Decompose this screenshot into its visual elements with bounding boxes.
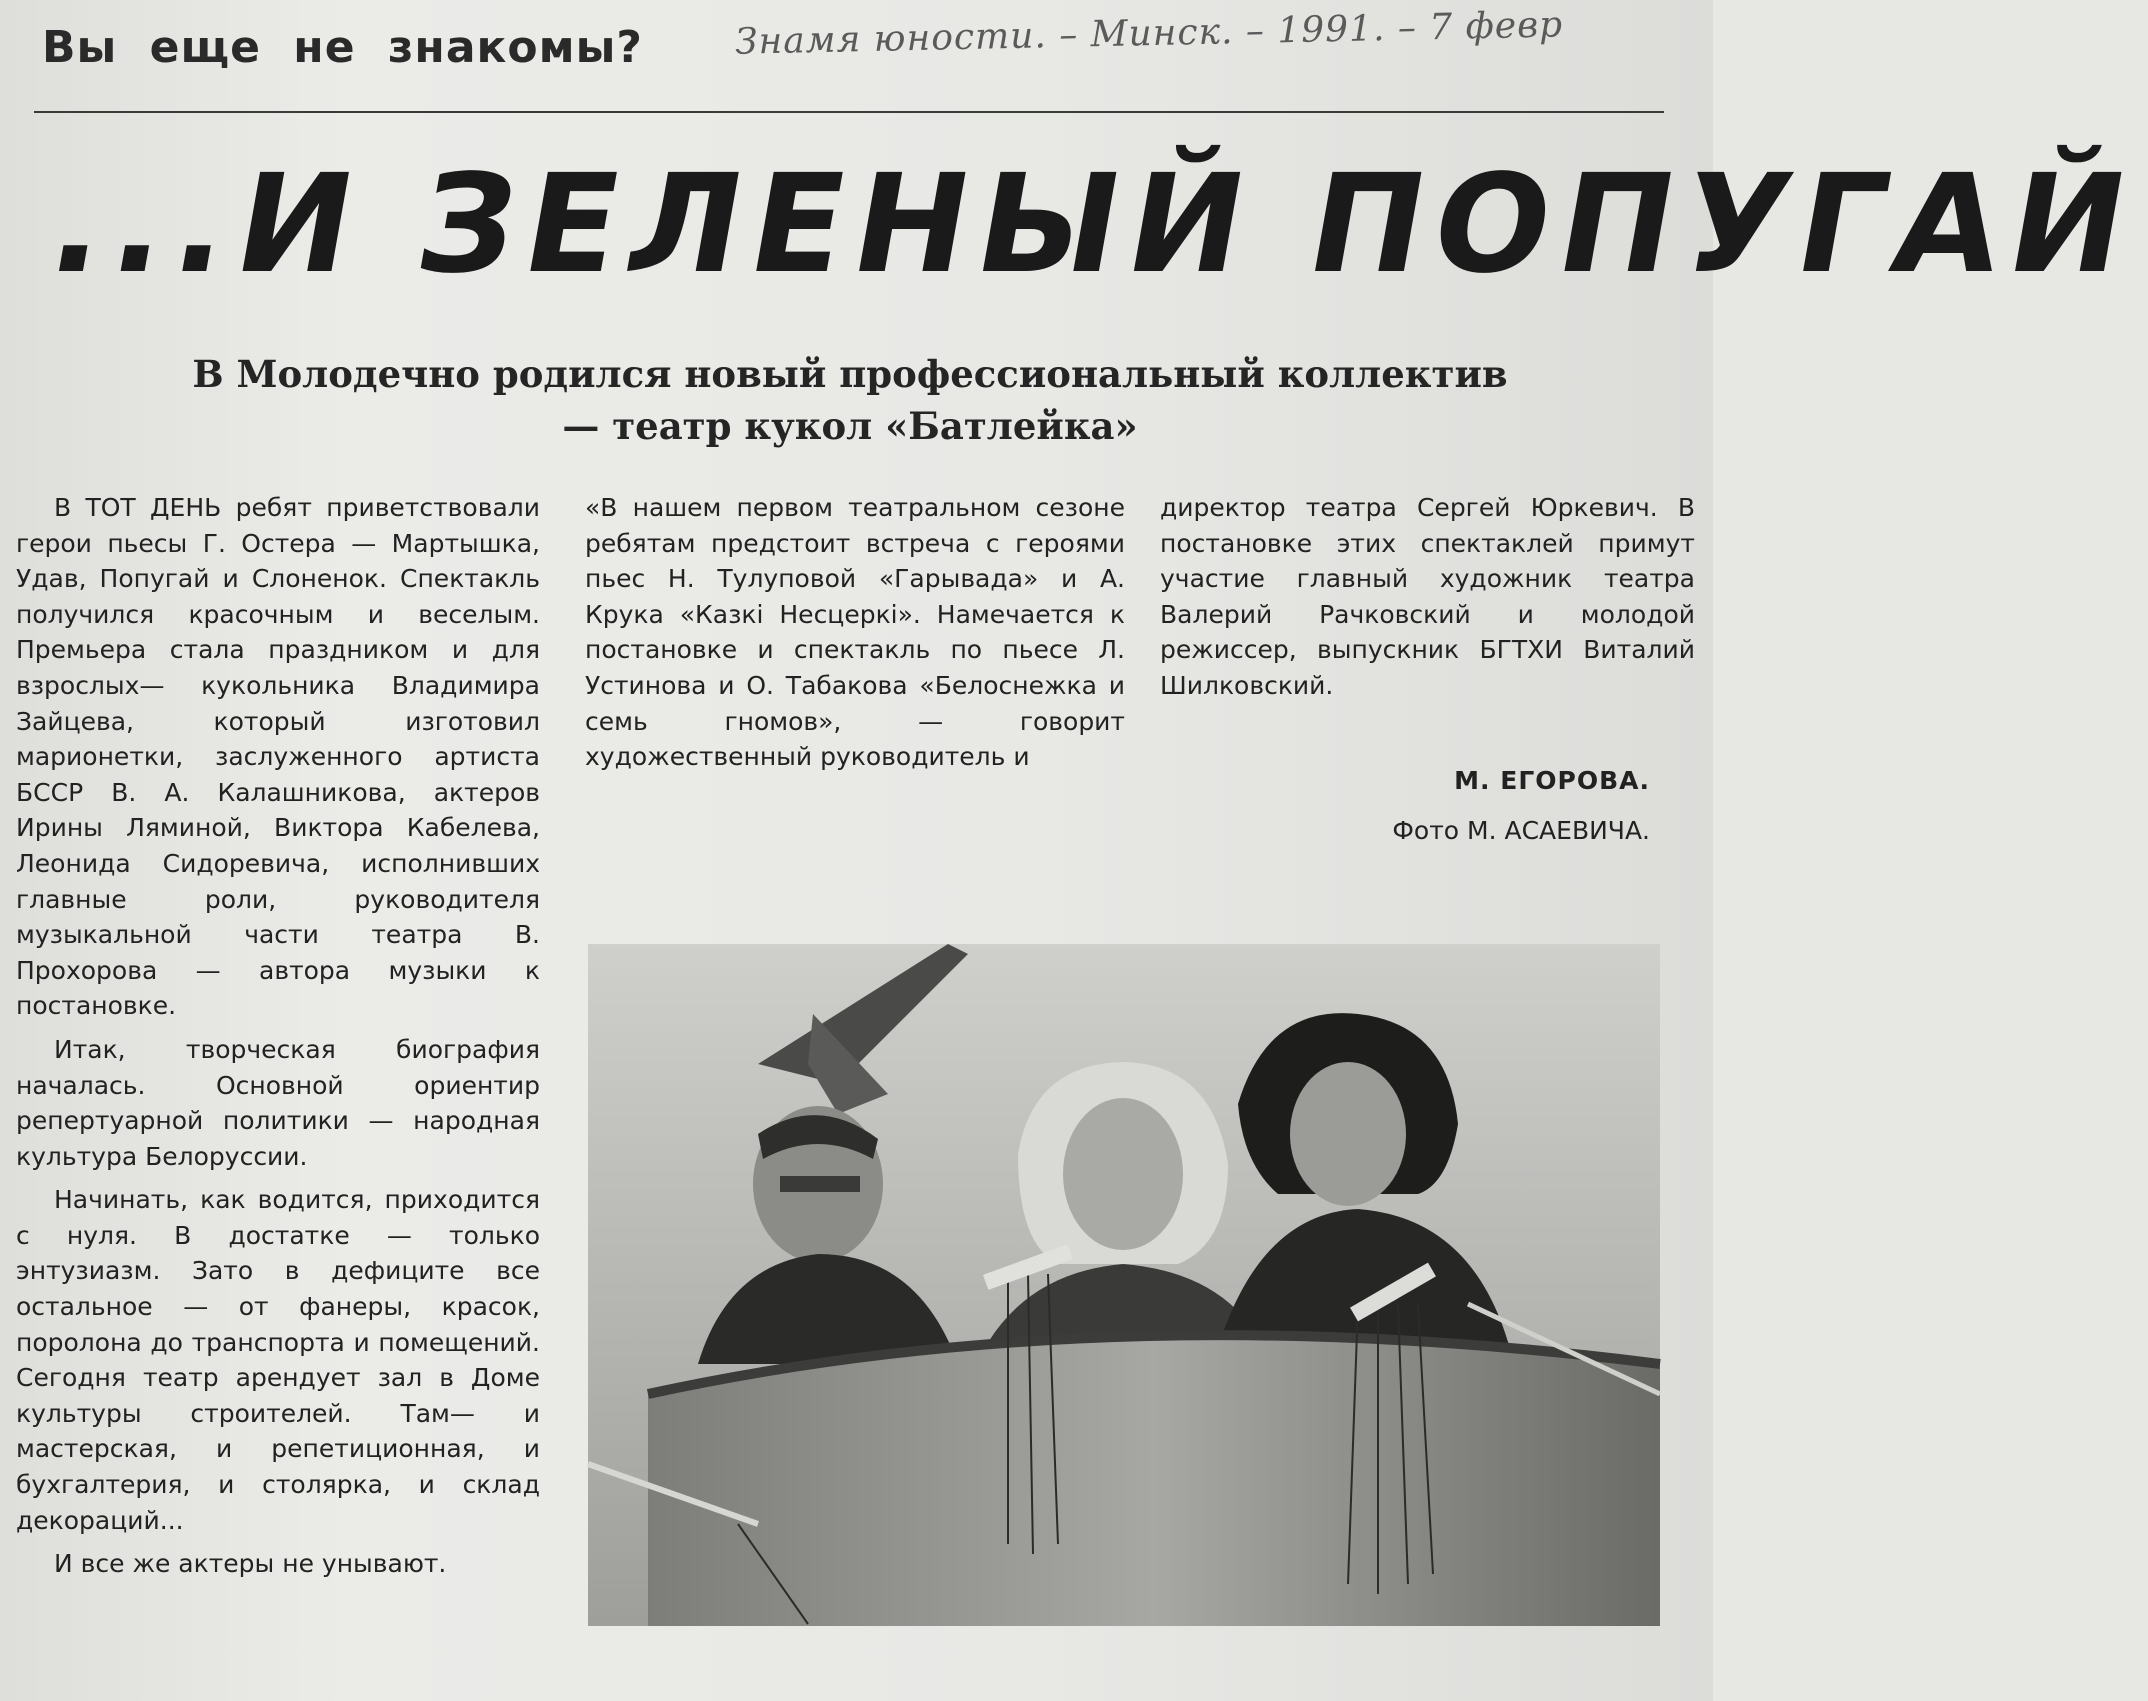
paragraph: И все же актеры не унывают. xyxy=(54,1549,447,1579)
paragraph: В ТОТ ДЕНЬ ребят приветствовали герои пьесы Г. Остера — Мартышка, Удав, Попугай и Слоненок. Спектакль получился красочным и веселым. Премьера стала праздником и для взрослых— кукольника Владимира Зайцева, который изготовил марионетки, заслуженного артиста БССР В. А. Калашникова, актеров Ирины Ляминой, Виктора Кабелева, Леонида Сидоревича, исполнивших главные роли, руководителя музыкальной части театра В. Прохорова — автора музыки к постановке. xyxy=(16,493,540,1021)
header-divider xyxy=(34,111,1664,113)
author-name: М. ЕГОРОВА. xyxy=(1454,766,1650,795)
byline xyxy=(1160,756,1650,856)
paragraph: «В нашем первом театральном сезоне ребятам предстоит встреча с героями пьес Н. Тулуповой «Гарывада» и А. Крука «Казкі Несцеркі». Намечается к постановке и спектакль по пьесе Л. Устинова и О. Табакова «Белоснежка и семь гномов», — говорит художественный руководитель и xyxy=(585,493,1125,772)
rubric-title: Вы еще не знакомы? xyxy=(42,22,643,73)
subheadline xyxy=(60,348,1640,452)
article-column-1 xyxy=(16,490,540,1582)
puppeteers-photo-illustration xyxy=(588,944,1660,1626)
article-column-3 xyxy=(1160,490,1695,704)
paragraph: Итак, творческая биография началась. Основной ориентир репертуарной политики — народная культура Белоруссии. xyxy=(16,1034,540,1171)
paragraph: Начинать, как водится, приходится с нуля. В достатке — только энтузиазм. Зато в дефиците все остальное — от фанеры, красок, поролона до транспорта и помещений. Сегодня театр арендует зал в Доме культуры строителей. Там— и мастерская, и репетиционная, и бухгалтерия, и столярка, и склад декораций... xyxy=(16,1185,540,1535)
article-photo xyxy=(588,944,1660,1626)
handwritten-source-note: Знамя юности. – Минск. – 1991. – 7 февр xyxy=(734,4,1564,63)
article-column-2 xyxy=(585,490,1125,775)
subheadline-line-1: В Молодечно родился новый профессиональный коллектив xyxy=(192,352,1508,396)
headline: ...И ЗЕЛЕНЫЙ ПОПУГАЙ xyxy=(39,146,2148,304)
subheadline-line-2: — театр кукол «Батлейка» xyxy=(562,404,1138,448)
photo-credit: Фото М. АСАЕВИЧА. xyxy=(1392,816,1650,845)
paragraph: директор театра Сергей Юркевич. В постановке этих спектаклей примут участие главный художник театра Валерий Рачковский и молодой режиссер, выпускник БГТХИ Виталий Шилковский. xyxy=(1160,493,1695,700)
